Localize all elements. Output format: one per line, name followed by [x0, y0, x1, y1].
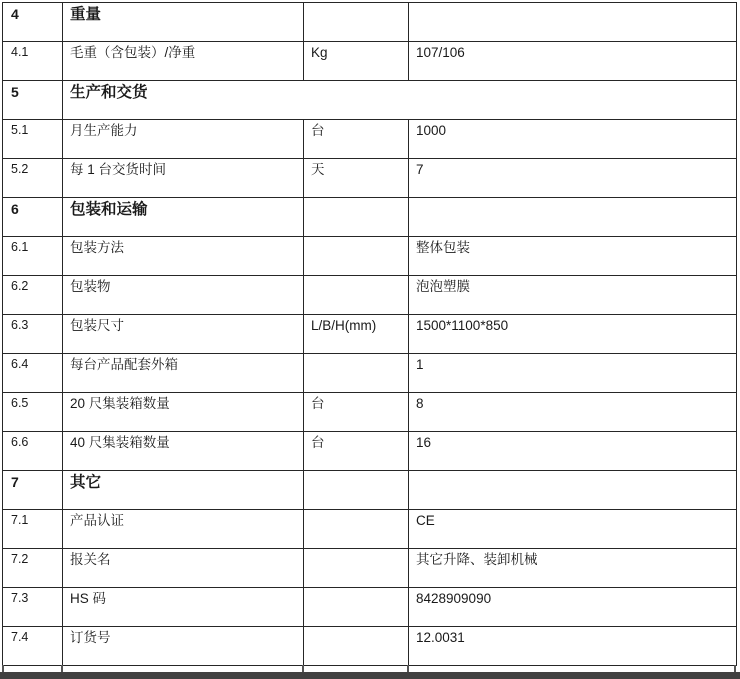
label-cell: 毛重（含包装）/净重	[63, 42, 304, 81]
column-border-stub	[61, 665, 63, 672]
value-cell: 8428909090	[409, 588, 737, 627]
value-cell: 107/106	[409, 42, 737, 81]
row-number-cell: 7.4	[3, 627, 63, 666]
unit-cell	[304, 471, 409, 510]
table-row-6	[3, 198, 737, 237]
row-number-cell: 7.1	[3, 510, 63, 549]
value-cell: CE	[409, 510, 737, 549]
label-cell: 重量	[63, 3, 304, 42]
unit-cell	[304, 3, 409, 42]
row-number-cell: 6.6	[3, 432, 63, 471]
table-row-6.3	[3, 315, 737, 354]
unit-cell	[304, 198, 409, 237]
value-cell: 8	[409, 393, 737, 432]
label-cell: 40 尺集装箱数量	[63, 432, 304, 471]
label-cell: 包装和运输	[63, 198, 304, 237]
row-number-cell: 6.1	[3, 237, 63, 276]
label-cell: 产品认证	[63, 510, 304, 549]
row-number-cell: 6.5	[3, 393, 63, 432]
row-number-cell: 6.2	[3, 276, 63, 315]
label-cell: 20 尺集装箱数量	[63, 393, 304, 432]
unit-cell: Kg	[304, 42, 409, 81]
label-cell: 生产和交货	[63, 81, 737, 120]
table-row-6.5	[3, 393, 737, 432]
row-number-cell: 4.1	[3, 42, 63, 81]
value-cell: 7	[409, 159, 737, 198]
unit-cell	[304, 237, 409, 276]
label-cell: 报关名	[63, 549, 304, 588]
value-cell: 12.0031	[409, 627, 737, 666]
row-number-cell: 7.2	[3, 549, 63, 588]
row-number-cell: 6.4	[3, 354, 63, 393]
label-cell: HS 码	[63, 588, 304, 627]
column-border-stub	[302, 665, 304, 672]
value-cell: 整体包装	[409, 237, 737, 276]
table-row-5	[3, 81, 737, 120]
value-cell: 其它升降、装卸机械	[409, 549, 737, 588]
column-border-stub	[2, 665, 4, 672]
value-cell: 1	[409, 354, 737, 393]
label-cell: 每 1 台交货时间	[63, 159, 304, 198]
unit-cell	[304, 276, 409, 315]
table-row-5.1	[3, 120, 737, 159]
unit-cell: 台	[304, 393, 409, 432]
unit-cell	[304, 549, 409, 588]
label-cell: 每台产品配套外箱	[63, 354, 304, 393]
unit-cell	[304, 588, 409, 627]
table-row-6.6	[3, 432, 737, 471]
row-number-cell: 7	[3, 471, 63, 510]
value-cell	[409, 471, 737, 510]
table-row-4.1	[3, 42, 737, 81]
unit-cell	[304, 354, 409, 393]
label-cell: 包装尺寸	[63, 315, 304, 354]
table-row-7.4	[3, 627, 737, 666]
table-row-7.2	[3, 549, 737, 588]
row-number-cell: 5	[3, 81, 63, 120]
table-row-7.1	[3, 510, 737, 549]
unit-cell: 台	[304, 432, 409, 471]
row-number-cell: 4	[3, 3, 63, 42]
table-row-5.2	[3, 159, 737, 198]
value-cell: 1500*1100*850	[409, 315, 737, 354]
column-border-stub	[734, 665, 736, 672]
value-cell	[409, 198, 737, 237]
unit-cell	[304, 510, 409, 549]
table-row-7.3	[3, 588, 737, 627]
row-number-cell: 5.1	[3, 120, 63, 159]
table-row-6.4	[3, 354, 737, 393]
row-number-cell: 5.2	[3, 159, 63, 198]
row-number-cell: 6.3	[3, 315, 63, 354]
label-cell: 其它	[63, 471, 304, 510]
clipped-next-row-bar	[0, 672, 740, 679]
value-cell: 16	[409, 432, 737, 471]
row-number-cell: 7.3	[3, 588, 63, 627]
label-cell: 包装方法	[63, 237, 304, 276]
unit-cell	[304, 627, 409, 666]
label-cell: 包装物	[63, 276, 304, 315]
label-cell: 月生产能力	[63, 120, 304, 159]
unit-cell: L/B/H(mm)	[304, 315, 409, 354]
value-cell: 泡泡塑膜	[409, 276, 737, 315]
label-cell: 订货号	[63, 627, 304, 666]
table-row-4	[3, 3, 737, 42]
unit-cell: 天	[304, 159, 409, 198]
unit-cell: 台	[304, 120, 409, 159]
table-row-7	[3, 471, 737, 510]
value-cell	[409, 3, 737, 42]
value-cell: 1000	[409, 120, 737, 159]
row-number-cell: 6	[3, 198, 63, 237]
table-row-6.1	[3, 237, 737, 276]
column-border-stub	[407, 665, 409, 672]
product-spec-table	[2, 2, 737, 666]
table-row-6.2	[3, 276, 737, 315]
